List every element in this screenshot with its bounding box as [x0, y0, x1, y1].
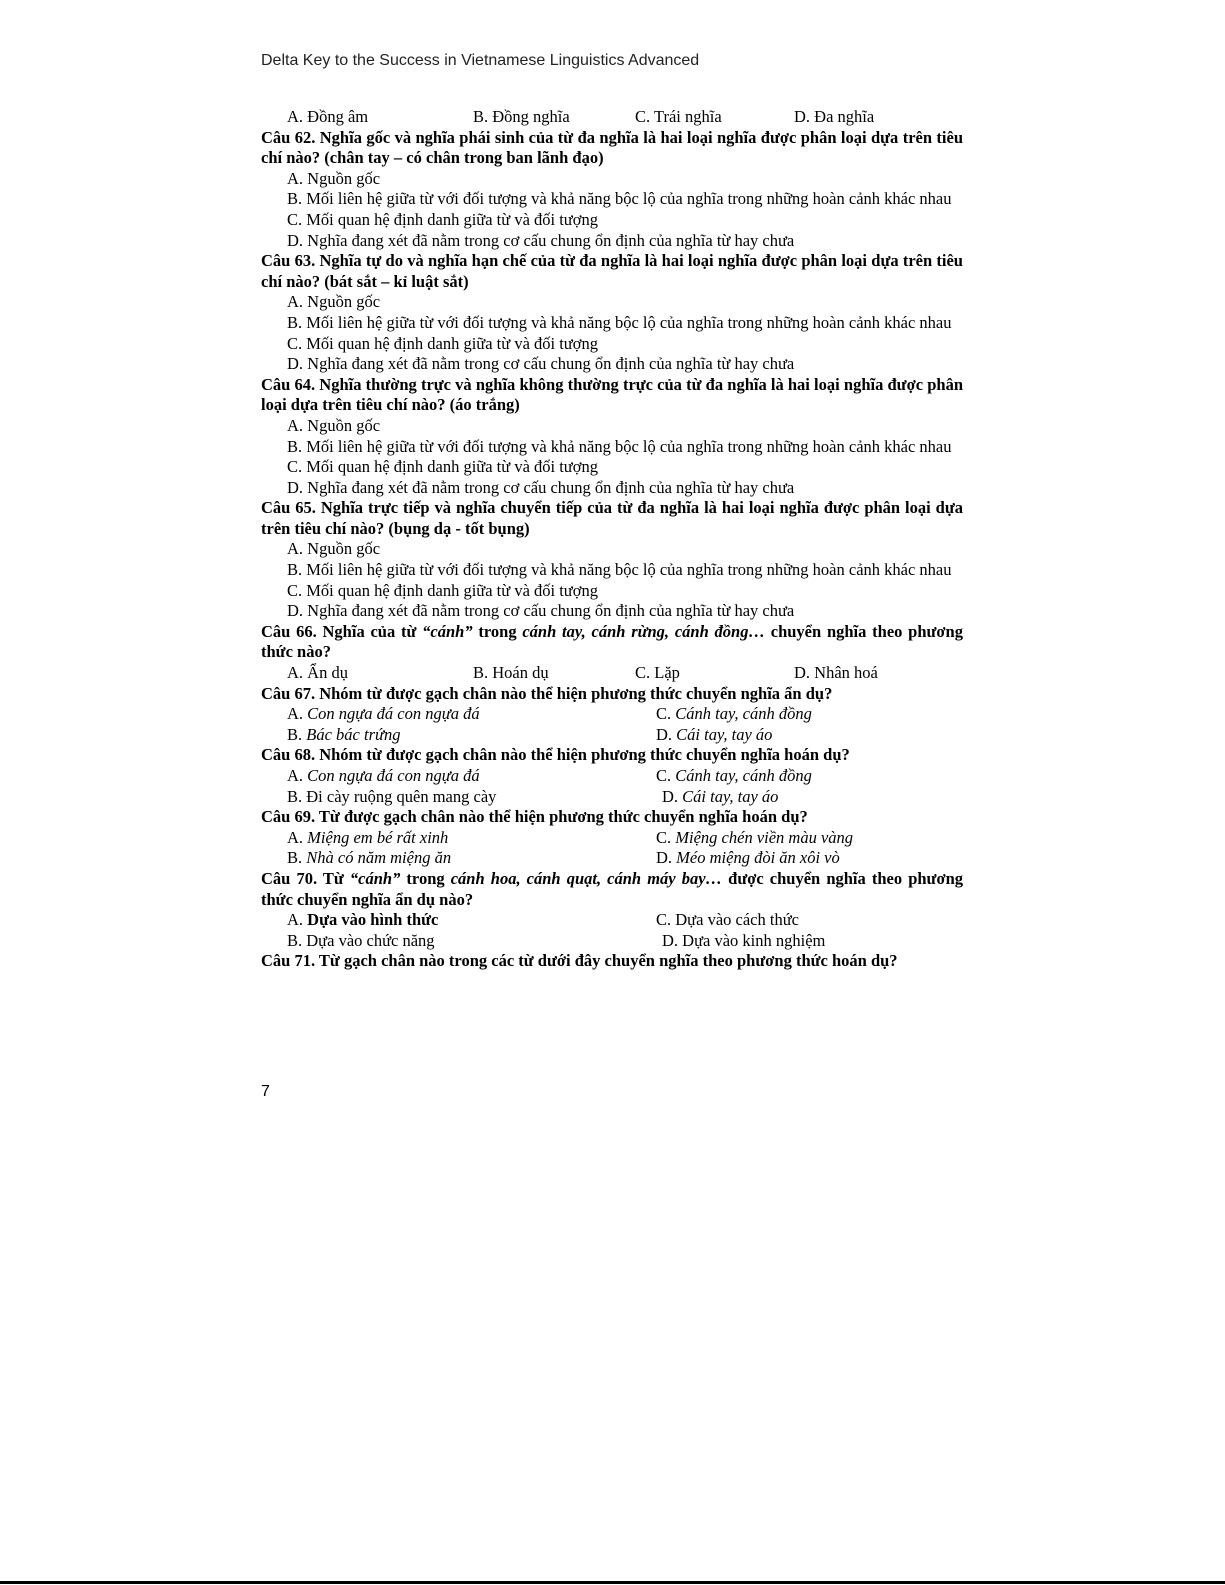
question-70 [261, 869, 963, 910]
q67-options-row-1 [261, 704, 963, 725]
page-header: Delta Key to the Success in Vietnamese Linguistics Advanced [261, 52, 700, 69]
option-label: A. [287, 827, 308, 847]
option-a: A. Đồng âm [287, 107, 369, 126]
option-label: C. [656, 766, 676, 785]
q62-option-c: C. Mối quan hệ định danh giữa từ và đối tượng [287, 209, 598, 229]
q68-options-row-2 [261, 787, 963, 808]
question-63: Câu 63. Nghĩa tự do và nghĩa hạn chế của từ đa nghĩa là hai loại nghĩa được phân loại dựa trên tiêu chí nào? (bát sắt – kỉ luật sắt) [261, 251, 963, 291]
option-text: Cánh tay, cánh đồng [675, 766, 812, 785]
page-number: 7 [261, 1083, 270, 1100]
q62-option-d: D. Nghĩa đang xét đã nằm trong cơ cấu chung ổn định của nghĩa từ hay chưa [287, 230, 795, 250]
question-68: Câu 68. Nhóm từ được gạch chân nào thể hiện phương thức chuyển nghĩa hoán dụ? [261, 745, 850, 765]
option-c: C. Lặp [635, 663, 680, 683]
q64-option-a: A. Nguồn gốc [287, 415, 381, 435]
question-66 [261, 622, 963, 663]
question-70-examples: cánh hoa, cánh quạt, cánh máy bay… [450, 868, 723, 888]
option-d [656, 725, 772, 746]
option-c: C. Trái nghĩa [635, 107, 722, 126]
option-label: D. [656, 848, 677, 868]
question-62: Câu 62. Nghĩa gốc và nghĩa phái sinh của từ đa nghĩa là hai loại nghĩa được phân loại dựa trên tiêu chí nào? (chân tay – có chân trong ban lãnh đạo) [261, 127, 963, 168]
option-text: Miệng em bé rất xinh [307, 827, 449, 847]
option-a [261, 704, 656, 725]
option-text: Con ngựa đá con ngựa đá [307, 704, 480, 724]
q65-option-a: A. Nguồn gốc [287, 539, 381, 559]
option-text: Nhà có năm miệng ăn [306, 848, 452, 868]
question-70-term: “cánh” [349, 868, 401, 888]
option-text: Cái tay, tay áo [682, 786, 779, 806]
q66-options [261, 663, 963, 684]
q70-options-row-2 [261, 931, 963, 952]
q63-option-c: C. Mối quan hệ định danh giữa từ và đối tượng [287, 333, 598, 353]
q69-options-row-1 [261, 828, 963, 849]
option-d: D. Dựa vào kinh nghiệm [662, 930, 826, 950]
option-label: A. [287, 910, 308, 930]
option-label: C. [656, 827, 676, 847]
option-label: B. [287, 724, 307, 744]
question-66-lead: Câu 66. Nghĩa của từ [261, 621, 423, 641]
q65-option-d: D. Nghĩa đang xét đã nằm trong cơ cấu chung ổn định của nghĩa từ hay chưa [287, 601, 795, 621]
option-text: Con ngựa đá con ngựa đá [307, 766, 480, 785]
question-70-mid: trong [400, 868, 451, 888]
q63-option-d: D. Nghĩa đang xét đã nằm trong cơ cấu chung ổn định của nghĩa từ hay chưa [287, 354, 795, 374]
option-c [656, 704, 812, 725]
question-70-tail: được chuyển nghĩa theo phương thức chuyển nghĩa ẩn dụ nào? [261, 868, 964, 909]
q69-options-row-2 [261, 848, 963, 869]
option-d: D. Đa nghĩa [794, 107, 875, 126]
option-text: Miệng chén viền màu vàng [675, 827, 854, 847]
q67-options-row-2 [261, 725, 963, 746]
question-67: Câu 67. Nhóm từ được gạch chân nào thể hiện phương thức chuyển nghĩa ẩn dụ? [261, 683, 833, 703]
q68-options-row-1 [261, 766, 963, 787]
q65-option-b: B. Mối liên hệ giữa từ với đối tượng và khả năng bộc lộ của nghĩa trong những hoàn cảnh khác nhau [287, 560, 952, 580]
option-label: C. [656, 704, 676, 724]
option-label: A. [287, 704, 308, 724]
q63-option-b: B. Mối liên hệ giữa từ với đối tượng và khả năng bộc lộ của nghĩa trong những hoàn cảnh khác nhau [287, 312, 952, 332]
question-70-lead: Câu 70. Từ [261, 868, 350, 888]
q64-option-b: B. Mối liên hệ giữa từ với đối tượng và khả năng bộc lộ của nghĩa trong những hoàn cảnh khác nhau [287, 436, 952, 456]
option-b [261, 725, 656, 746]
option-d: D. Nhân hoá [794, 663, 878, 683]
page-bottom-border [0, 1581, 1225, 1584]
option-a [261, 766, 656, 787]
q65-option-c: C. Mối quan hệ định danh giữa từ và đối tượng [287, 580, 598, 600]
option-c [656, 766, 812, 787]
question-64: Câu 64. Nghĩa thường trực và nghĩa không thường trực của từ đa nghĩa là hai loại nghĩa được phân loại dựa trên tiêu chí nào? (áo trắng) [261, 374, 963, 415]
question-71: Câu 71. Từ gạch chân nào trong các từ dưới đây chuyển nghĩa theo phương thức hoán dụ? [261, 951, 898, 971]
option-b: B. Dựa vào chức năng [287, 930, 435, 950]
q61-options [261, 107, 963, 128]
option-b: B. Hoán dụ [473, 663, 549, 683]
option-a [261, 910, 656, 931]
option-a: A. Ẩn dụ [287, 663, 348, 683]
q62-option-b: B. Mối liên hệ giữa từ với đối tượng và khả năng bộc lộ của nghĩa trong những hoàn cảnh khác nhau [287, 189, 952, 209]
option-text: Cái tay, tay áo [676, 724, 773, 744]
option-label: B. [287, 848, 307, 868]
question-65: Câu 65. Nghĩa trực tiếp và nghĩa chuyển tiếp của từ đa nghĩa là hai loại nghĩa được phân loại dựa trên tiêu chí nào? (bụng dạ - tốt bụng) [261, 498, 963, 538]
option-text: Méo miệng đòi ăn xôi vò [676, 848, 840, 868]
question-66-term: “cánh” [422, 621, 473, 641]
option-text: Bác bác trứng [306, 724, 401, 744]
question-69: Câu 69. Từ được gạch chân nào thể hiện phương thức chuyển nghĩa hoán dụ? [261, 807, 808, 827]
question-66-tail: chuyển nghĩa theo phương thức nào? [261, 621, 963, 662]
q62-option-a: A. Nguồn gốc [287, 168, 381, 188]
option-label: D. [656, 724, 677, 744]
option-b: B. Đồng nghĩa [473, 107, 570, 126]
option-a [261, 828, 656, 849]
question-66-mid: trong [472, 621, 523, 641]
question-list [261, 107, 963, 972]
q64-option-c: C. Mối quan hệ định danh giữa từ và đối tượng [287, 457, 598, 477]
option-text: Dựa vào hình thức [307, 910, 439, 930]
option-d [656, 787, 778, 808]
option-d [656, 848, 840, 869]
option-text: Cánh tay, cánh đồng [675, 704, 812, 724]
option-c [656, 828, 853, 849]
q63-option-a: A. Nguồn gốc [287, 292, 381, 312]
q70-options-row-1 [261, 910, 963, 931]
option-b [261, 848, 656, 869]
option-label: A. [287, 766, 308, 785]
q64-option-d: D. Nghĩa đang xét đã nằm trong cơ cấu chung ổn định của nghĩa từ hay chưa [287, 477, 795, 497]
option-b: B. Đi cày ruộng quên mang cày [287, 786, 497, 806]
option-c: C. Dựa vào cách thức [656, 910, 799, 930]
option-label: D. [662, 786, 683, 806]
question-66-examples: cánh tay, cánh rừng, cánh đồng… [522, 621, 765, 641]
